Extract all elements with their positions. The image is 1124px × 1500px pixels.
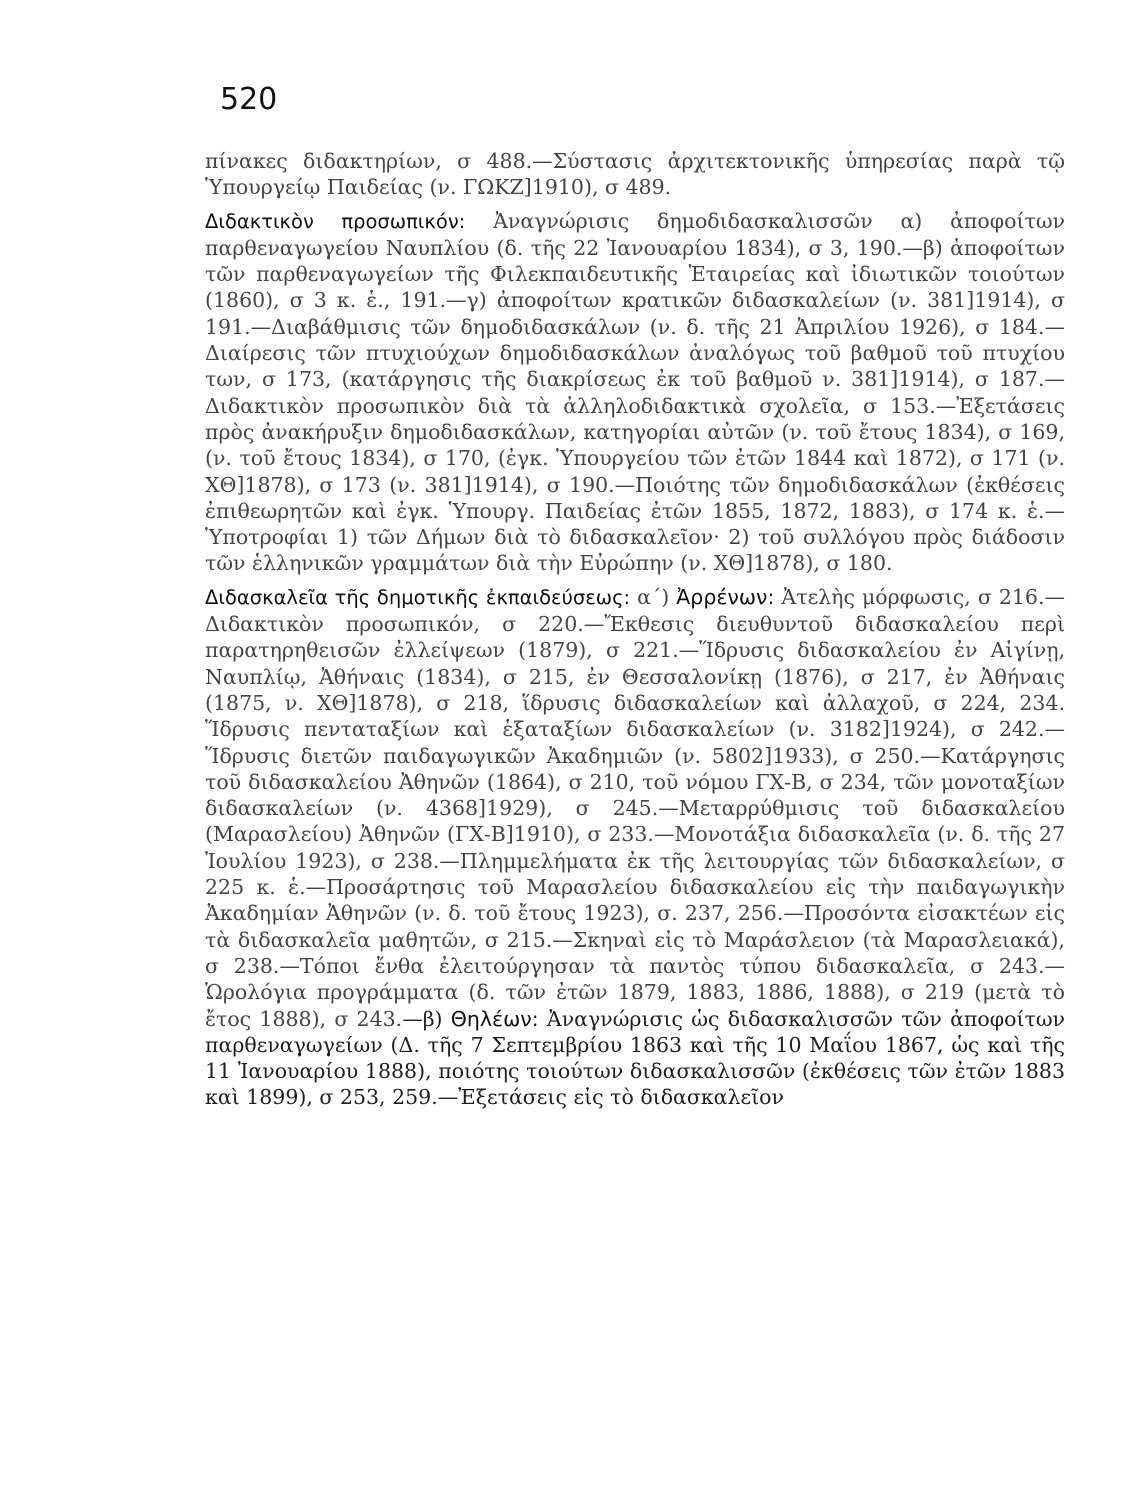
page-number: 520 bbox=[220, 82, 278, 117]
subentry-heading-arrenon: Ἀρρένων: bbox=[676, 584, 775, 609]
subentry-marker-a: α΄) bbox=[630, 584, 677, 609]
continuation-paragraph: πίνακες διδακτηρίων, σ 488.—Σύστασις ἀρχιτεκτονικῆς ὑπηρεσίας παρὰ τῷ Ὑπουργείῳ Παιδείας (ν. ΓΩΚΖ]1910), σ 489. bbox=[205, 149, 1065, 200]
index-text-body bbox=[205, 148, 1065, 1111]
entry-heading: Διδασκαλεῖα τῆς δημοτικῆς ἐκπαιδεύσεως: bbox=[205, 585, 631, 609]
subentry-text-arrenon: Ἀτελὴς μόρφωσις, σ 216.—Διδακτικὸν προσωπικόν, σ 220.—Ἔκθεσις διευθυντοῦ διδασκαλείου περὶ παρατηρηθεισῶν ἐλλείψεων (1879), σ 221.—Ἵδρυσις διδασκαλείου ἐν Αἰγίνῃ, Ναυπλίῳ, Ἀθήναις (1834), σ 215, ἐν Θεσσαλονίκῃ (1876), σ 217, ἐν Ἀθήναις (1875, ν. ΧΘ]1878), σ 218, ἵδρυσις διδασκαλείων καὶ ἀλλαχοῦ, σ 224, 234. Ἵδρυσις πενταταξίων καὶ ἑξαταξίων διδασκαλείων (ν. 3182]1924), σ 242.—Ἵδρυσις διετῶν παιδαγωγικῶν Ἀκαδημιῶν (ν. 5802]1933), σ 250.—Κατάργησις τοῦ διδασκαλείου Ἀθηνῶν (1864), σ 210, τοῦ νόμου ΓΧ-Β, σ 234, τῶν μονοταξίων διδασκαλείων (ν. 4368]1929), σ 245.—Μεταρρύθμισις τοῦ διδασκαλείου (Μαρασλείου) Ἀθηνῶν (ΓΧ-Β]1910), σ 233.—Μονοτάξια διδασκαλεῖα (ν. δ. τῆς 27 Ἰουλίου 1923), σ 238.—Πλημμελήματα ἐκ τῆς λειτουργίας τῶν διδασκαλείων, σ 225 κ. ἑ.—Προσάρτησις τοῦ Μαρασλείου διδασκαλείου εἰς τὴν παιδαγωγικὴν Ἀκαδημίαν Ἀθηνῶν (ν. δ. τοῦ ἔτους 1923), σ. 237, 256.—Προσόντα εἰσακτέων εἰς τὰ διδασκαλεῖα μαθητῶν, σ 215.—Σκηναὶ εἰς τὸ Μαράσλειον (τὰ Μαρασλειακά), σ 238.—Τόποι ἔνθα ἐλειτούργησαν τὰ παντὸς τύπου διδασκαλεῖα, σ 243.—Ὡρολόγια προγράμματα (δ. τῶν ἐτῶν 1879, 1883, 1886, 1888), σ 219 (μετὰ τὸ ἔτος 1888), σ 243. bbox=[205, 584, 1065, 1031]
subentry-text-thileon: Ἀναγνώρισις ὡς διδασκαλισσῶν τῶν ἀποφοίτων παρθεναγωγείων (Δ. τῆς 7 Σεπτεμβρίου 1863 καὶ τῆς 10 Μαΐου 1867, ὡς καὶ τῆς 11 Ἰανουαρίου 1888), ποιότης τοιούτων διδασκαλισσῶν (ἐκθέσεις τῶν ἐτῶν 1883 καὶ 1899), σ 253, 259.—Ἐξετάσεις εἰς τὸ διδασκαλεῖον bbox=[205, 1006, 1065, 1110]
index-entry-didaskaleia bbox=[205, 584, 1065, 1111]
index-entry-didaktiko-prosopiko bbox=[205, 208, 1065, 577]
entry-heading: Διδακτικὸν προσωπικόν: bbox=[205, 209, 466, 233]
subentry-marker-b: —β) bbox=[402, 1006, 451, 1031]
entry-text: Ἀναγνώρισις δημοδιδασκαλισσῶν α) ἀποφοίτων παρθεναγωγείου Ναυπλίου (δ. τῆς 22 Ἰανουαρίου 1834), σ 3, 190.—β) ἀποφοίτων τῶν παρθεναγωγείων τῆς Φιλεκπαιδευτικῆς Ἑταιρείας καὶ ἰδιωτικῶν τοιούτων (1860), σ 3 κ. ἑ., 191.—γ) ἀποφοίτων κρατικῶν διδασκαλείων (ν. 381]1914), σ 191.—Διαβάθμισις τῶν δημοδιδασκάλων (ν. δ. τῆς 21 Ἀπριλίου 1926), σ 184.—Διαίρεσις τῶν πτυχιούχων δημοδιδασκάλων ἀναλόγως τοῦ βαθμοῦ τοῦ πτυχίου των, σ 173, (κατάργησις τῆς διακρίσεως ἐκ τοῦ βαθμοῦ ν. 381]1914), σ 187.—Διδακτικὸν προσωπικὸν διὰ τὰ ἀλληλοδιδακτικὰ σχολεῖα, σ 153.—Ἐξετάσεις πρὸς ἀνακήρυξιν δημοδιδασκάλων, κατηγορίαι αὐτῶν (ν. τοῦ ἔτους 1834), σ 169, (ν. τοῦ ἔτους 1834), σ 170, (ἐγκ. Ὑπουργείου τῶν ἐτῶν 1844 καὶ 1872), σ 171 (ν. ΧΘ]1878), σ 173 (ν. 381]1914), σ 190.—Ποιότης τῶν δημοδιδασκάλων (ἐκθέσεις ἐπιθεωρητῶν καὶ ἐγκ. Ὑπουργ. Παιδείας ἐτῶν 1855, 1872, 1883), σ 174 κ. ἑ.—Ὑποτροφίαι 1) τῶν Δήμων διὰ τὸ διδασκαλεῖον· 2) τοῦ συλλόγου πρὸς διάδοσιν τῶν ἑλληνικῶν γραμμάτων διὰ τὴν Εὐρώπην (ν. ΧΘ]1878), σ 180. bbox=[205, 208, 1065, 576]
subentry-heading-thileon: Θηλέων: bbox=[450, 1006, 539, 1031]
